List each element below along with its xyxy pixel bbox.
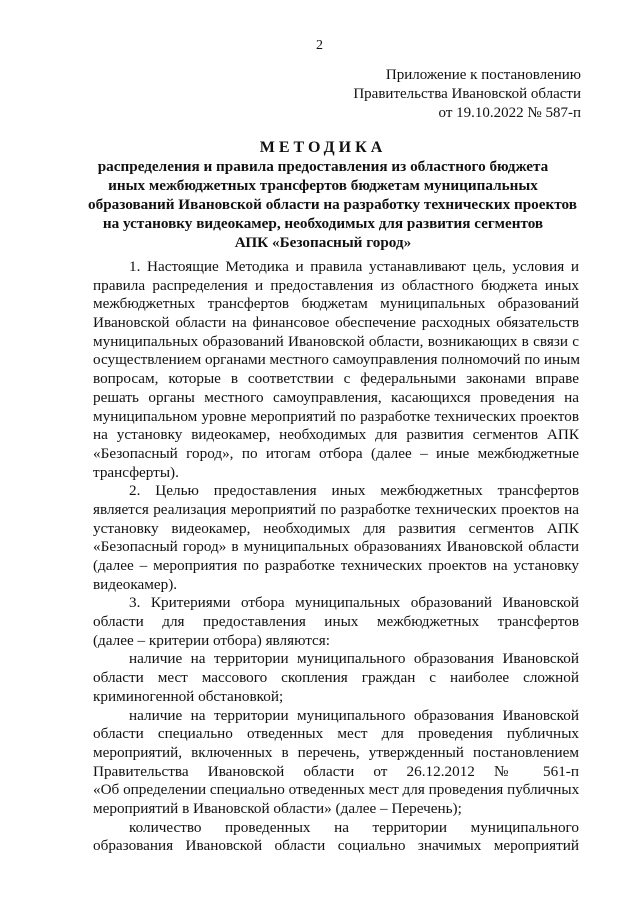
text-line: решать органы местного самоуправления, касающихся проведения на [93,388,579,406]
title-line: иных межбюджетных трансфертов бюджетам муниципальных [108,177,538,195]
text-line: области мест массового скопления граждан с наиболее сложной [93,669,579,687]
title-line: распределения и правила предоставления из областного бюджета [97,158,549,176]
document-title [88,138,577,253]
text-line: количество проведенных на территории муниципального [129,818,579,836]
text-line: «Безопасный город» в муниципальных образованиях Ивановской области [93,538,579,556]
text-line: Ивановской области на финансовое обеспечение расходных обязательств [93,314,579,332]
paragraph-1 [93,258,579,482]
text-line: 3. Критериями отбора муниципальных образований Ивановской [129,594,579,612]
text-line: осуществлением органами местного самоуправления полномочий по иным [93,351,580,369]
text-line: наличие на территории муниципального образования Ивановской [129,650,579,668]
text-line: 1. Настоящие Методика и правила устанавливают цель, условия и [129,258,579,275]
approval-line: Приложение к постановлению [385,67,581,83]
text-line: области специально отведенных мест для проведения публичных [93,725,579,743]
text-line: «Безопасный город», по итогам отбора (далее – иные межбюджетные [93,444,579,462]
text-line: мероприятий, включенных в перечень, утвержденный постановлением [93,743,579,761]
paragraph-4 [93,650,579,706]
text-line: установку видеокамер, необходимых для развития сегментов АПК [93,519,579,537]
text-line: (далее – критерии отбора) являются: [93,631,331,649]
title-line: образований Ивановской области на разработку технических проектов [88,196,577,214]
title-main: МЕТОДИКА [259,139,387,156]
approval-line: от 19.10.2022 № 587-п [438,105,581,121]
text-line: муниципальном уровне мероприятий по разработке технических проектов [93,407,579,425]
text-line: «Об определении специально отведенных мест для проведения публичных [93,781,580,799]
paragraph-6 [93,819,579,856]
text-line: мероприятий в Ивановской области» (далее – Перечень); [93,799,462,817]
approval-line: Правительства Ивановской области [353,86,581,102]
text-line: межбюджетных трансфертов бюджетам муниципальных образований [93,295,579,313]
text-line: правила распределения и предоставления из областного бюджета иных [93,276,579,294]
text-line: вопросам, которые в соответствии с федеральными законами вправе [93,370,579,388]
paragraph-3 [93,594,579,650]
text-line: криминогенной обстановкой; [93,687,284,705]
title-line: на установку видеокамер, необходимых для развития сегментов [102,215,544,233]
text-line: 2. Целью предоставления иных межбюджетных трансфертов [129,482,579,500]
text-line: трансферты). [93,463,179,481]
approval-stamp [353,66,581,123]
document-body [93,258,579,856]
title-line: АПК «Безопасный город» [234,234,412,252]
paragraph-2 [93,482,579,594]
page-number: 2 [316,38,323,53]
text-line: муниципальных образований Ивановской области, возникающих в связи с [93,332,579,350]
text-line: наличие на территории муниципального образования Ивановской [129,706,579,724]
text-line: видеокамер). [93,575,178,593]
text-line: (далее – мероприятия по разработке технических проектов на установку [93,557,579,574]
paragraph-5 [93,707,579,819]
text-line: является реализация мероприятий по разработке технических проектов на [93,500,579,518]
text-line: области для предоставления иных межбюджетных трансфертов [93,613,579,631]
text-line: образования Ивановской области социально значимых мероприятий [93,837,579,855]
text-line: Правительства Ивановской области от 26.12.2012 № 561-п [93,762,579,780]
text-line: на установку видеокамер, необходимых для развития сегментов АПК [93,426,579,444]
